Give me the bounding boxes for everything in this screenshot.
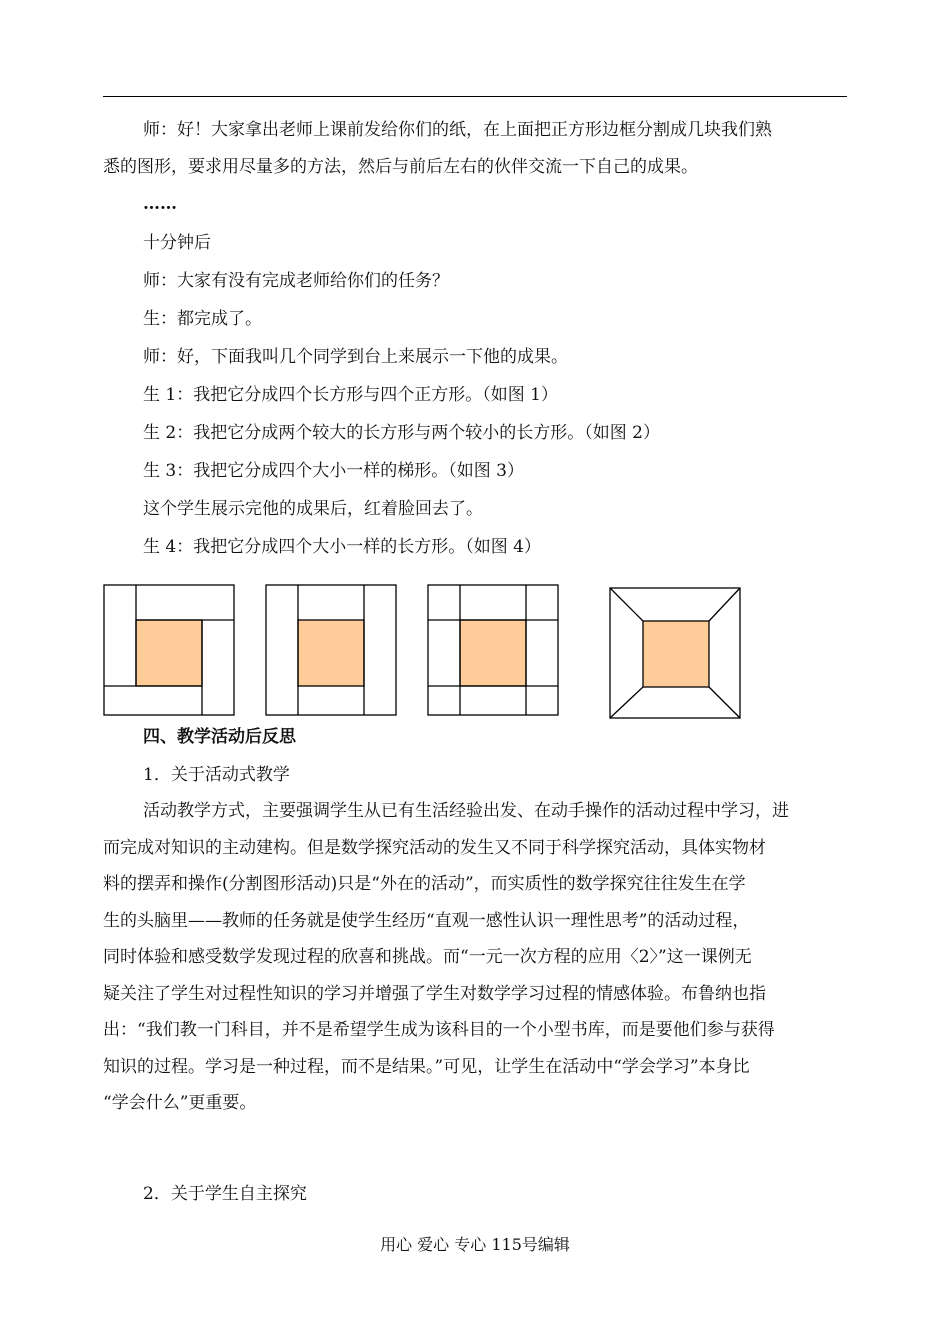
paragraph-line: 疑关注了学生对过程性知识的学习并增强了学生对数学学习过程的情感体验。布鲁纳也指 xyxy=(103,983,766,1004)
page-footer: 用心 爱心 专心 115号编辑 xyxy=(380,1235,570,1254)
paragraph-line: 出：“我们教一门科目，并不是希望学生成为该科目的一个小型书库，而是要他们参与获得 xyxy=(103,1020,775,1040)
dialogue-line: 师：好！大家拿出老师上课前发给你们的纸，在上面把正方形边框分割成几块我们熟 xyxy=(143,120,772,140)
dialogue-line: 悉的图形，要求用尽量多的方法，然后与前后左右的伙伴交流一下自己的成果。 xyxy=(103,157,698,177)
paragraph-line: 料的摆弄和操作(分割图形活动)只是“外在的活动”，而实质性的数学探究往往发生在学 xyxy=(103,874,746,894)
paragraph-line: “学会什么”更重要。 xyxy=(103,1093,257,1113)
dialogue-line: 生 2：我把它分成两个较大的长方形与两个较小的长方形。（如图 2） xyxy=(143,423,660,443)
paragraph-line: 而完成对知识的主动建构。但是数学探究活动的发生又不同于科学探究活动，具体实物材 xyxy=(103,837,766,858)
dialogue-line: 这个学生展示完他的成果后，红着脸回去了。 xyxy=(143,499,483,519)
paragraph-line: 活动教学方式，主要强调学生从已有生活经验出发、在动手操作的活动过程中学习，进 xyxy=(143,801,789,821)
dialogue-line: 生 4：我把它分成四个大小一样的长方形。（如图 4） xyxy=(143,537,541,557)
paragraph-line: 知识的过程。学习是一种过程，而不是结果。”可见，让学生在活动中“学会学习”本身比 xyxy=(103,1056,750,1077)
dialogue-line: 师：好，下面我叫几个同学到台上来展示一下他的成果。 xyxy=(143,347,568,367)
dialogue-line: 生 1：我把它分成四个长方形与四个正方形。（如图 1） xyxy=(143,385,558,405)
subsection-2: 2．关于学生自主探究 xyxy=(143,1184,307,1204)
dialogue-line: 生 3：我把它分成四个大小一样的梯形。（如图 3） xyxy=(143,461,524,481)
ellipsis: …… xyxy=(143,194,177,214)
dialogue-line: 生：都完成了。 xyxy=(143,309,262,329)
dialogue-line: 十分钟后 xyxy=(143,233,211,253)
section-heading: 四、教学活动后反思 xyxy=(143,727,296,747)
dialogue-line: 师：大家有没有完成老师给你们的任务？ xyxy=(143,271,449,291)
reflection-paragraph xyxy=(103,793,847,1122)
paragraph-line: 生的头脑里——教师的任务就是使学生经历“直观一感性认识一理性思考”的活动过程， xyxy=(103,910,750,931)
figure-3 xyxy=(428,585,558,715)
figure-4 xyxy=(610,588,740,718)
figure-2 xyxy=(266,585,396,715)
figure-1 xyxy=(104,585,234,715)
paragraph-line: 同时体验和感受数学发现过程的欣喜和挑战。而“一元一次方程的应用〈2〉”这一课例无 xyxy=(103,947,752,967)
subsection-1: 1．关于活动式教学 xyxy=(143,765,290,785)
